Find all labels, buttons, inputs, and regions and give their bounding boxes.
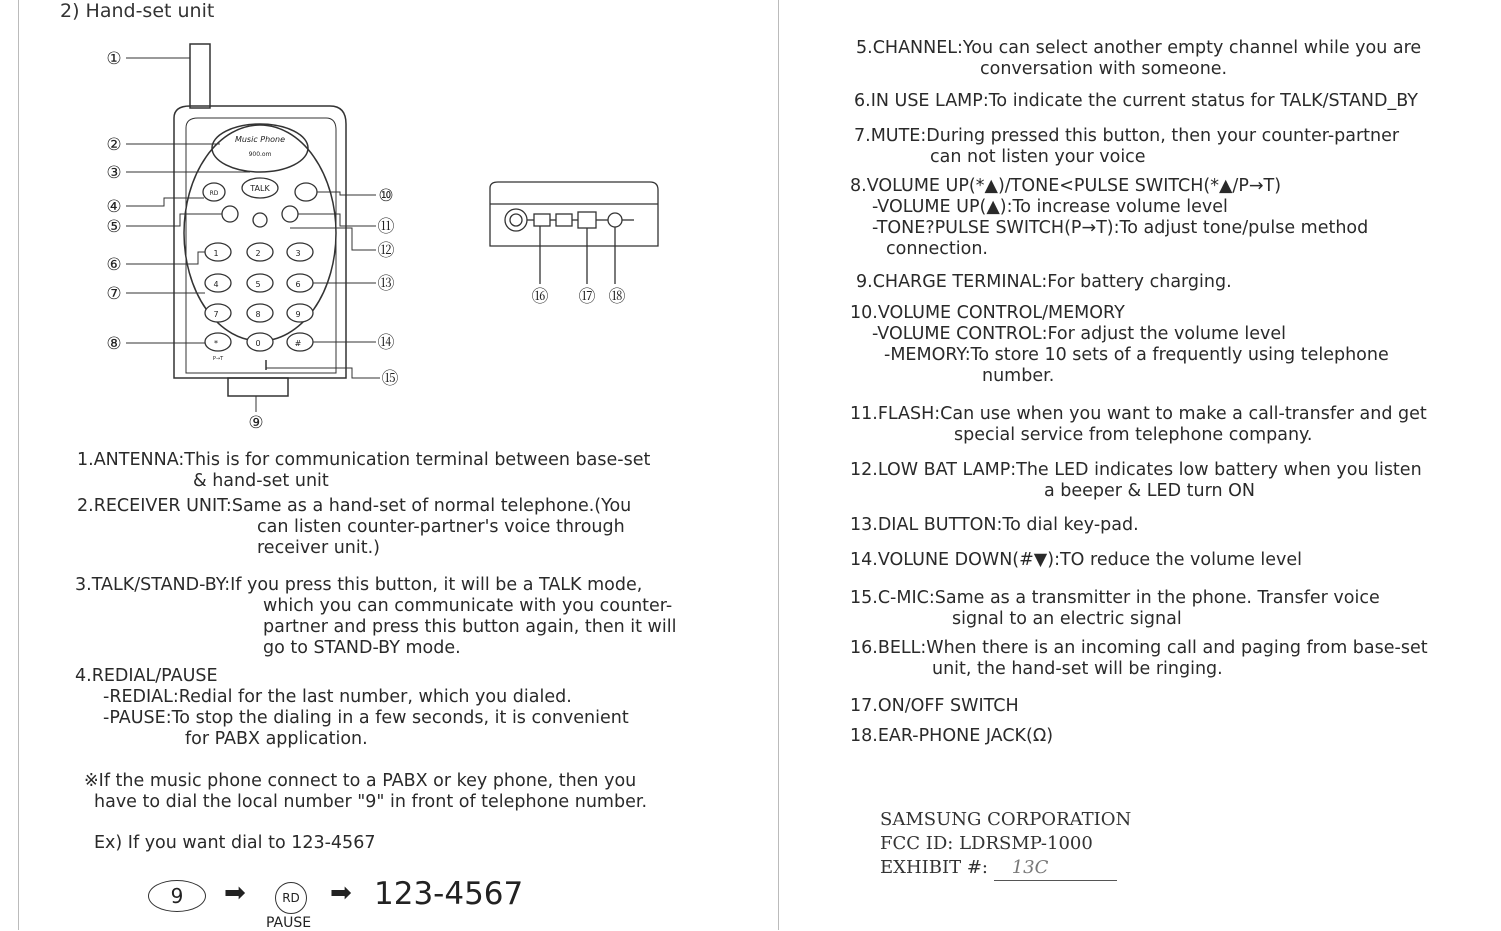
item-7: 7.MUTE:During pressed this button, then your counter-partner can not listen your voice: [854, 126, 1400, 167]
rd-pause-key: RD: [275, 882, 307, 914]
section-title: 2) Hand-set unit: [60, 0, 215, 22]
callout-12: ⑫: [377, 241, 395, 261]
svg-text:TALK: TALK: [250, 184, 270, 193]
item-8: 8.VOLUME UP(*▲)/TONE<PULSE SWITCH(*▲/P→T) -VOLUME UP(▲):To increase volume level -TONE?PULSE SWITCH(P→T):To adjust tone/pulse method connection.: [850, 176, 1369, 259]
svg-text:2: 2: [255, 249, 261, 258]
handset-side-diagram: [484, 180, 664, 310]
arrow-icon: ➡: [224, 878, 246, 908]
example-number: 123-4567: [374, 876, 524, 912]
example-sequence: [148, 876, 528, 930]
item-1: 1.ANTENNA:This is for communication terminal between base-set & hand-set unit: [77, 450, 651, 491]
item-16: 16.BELL:When there is an incoming call and paging from base-set unit, the hand-set will be ringing.: [850, 638, 1428, 679]
svg-text:*: *: [214, 339, 218, 348]
item-3: 3.TALK/STAND-BY:If you press this button, it will be a TALK mode, which you can communicate with you counter- partner and press this button again, then it will go to STAND-BY mode.: [75, 575, 677, 658]
callout-7: ⑦: [106, 284, 122, 304]
callout-18: ⑱: [608, 287, 626, 307]
callout-1: ①: [106, 49, 122, 69]
arrow-icon-2: ➡: [330, 878, 352, 908]
left-margin-line: [18, 0, 19, 930]
item-11: 11.FLASH:Can use when you want to make a call-transfer and get special service from telephone company.: [850, 404, 1427, 445]
item-13: 13.DIAL BUTTON:To dial key-pad.: [850, 515, 1139, 535]
ch-key: [295, 183, 317, 201]
fcc-stamp: [880, 808, 1131, 881]
callout-5: ⑤: [106, 217, 122, 237]
mute-key: [222, 206, 238, 222]
item-4: 4.REDIAL/PAUSE -REDIAL:Redial for the last number, which you dialed. -PAUSE:To stop the dialing in a few seconds, it is convenient for PABX application.: [75, 666, 629, 749]
callout-16: ⑯: [531, 287, 549, 307]
svg-text:#: #: [294, 339, 302, 348]
svg-text:0: 0: [255, 339, 261, 348]
callout-13: ⑬: [377, 274, 395, 294]
callout-15: ⑮: [381, 369, 399, 389]
brand-label: Music Phone: [234, 135, 286, 144]
callout-4: ④: [106, 197, 122, 217]
handset-diagram: [90, 38, 420, 438]
pause-label: PAUSE: [266, 915, 312, 931]
svg-text:RD: RD: [209, 190, 219, 197]
callout-9: ⑨: [248, 413, 264, 433]
svg-text:4: 4: [213, 280, 219, 289]
callout-11: ⑪: [377, 217, 395, 237]
model-label: 900.om: [248, 151, 272, 158]
item-17: 17.ON/OFF SWITCH: [850, 696, 1019, 716]
pabx-note: ※If the music phone connect to a PABX or key phone, then you have to dial the local number "9" in front of telephone number.: [84, 771, 648, 812]
stamp-fcc-id: FCC ID: LDRSMP-1000: [880, 833, 1093, 854]
svg-text:3: 3: [295, 249, 301, 258]
callout-14: ⑭: [377, 333, 395, 353]
stamp-company: SAMSUNG CORPORATION: [880, 809, 1132, 830]
svg-text:7: 7: [213, 310, 219, 319]
exhibit-signature: 13C: [994, 856, 1117, 881]
item-10: 10.VOLUME CONTROL/MEMORY -VOLUME CONTROL:For adjust the volume level -MEMORY:To store 10 sets of a frequently using telephone number.: [850, 303, 1389, 386]
item-18: 18.EAR-PHONE JACK(Ω): [850, 726, 1054, 746]
item-2: 2.RECEIVER UNIT:Same as a hand-set of normal telephone.(You can listen counter-partner's voice through receiver unit.): [77, 496, 632, 558]
key-star: [205, 333, 231, 351]
callout-10: ⑩: [378, 186, 394, 206]
center-divider: [778, 0, 779, 930]
svg-text:5: 5: [255, 280, 261, 289]
callout-8: ⑧: [106, 334, 122, 354]
item-15: 15.C-MIC:Same as a transmitter in the phone. Transfer voice signal to an electric signal: [850, 588, 1380, 629]
example-text: Ex) If you want dial to 123-4567: [94, 833, 376, 853]
svg-text:P→T: P→T: [212, 356, 224, 362]
callout-3: ③: [106, 163, 122, 183]
nine-key: 9: [148, 880, 206, 912]
svg-text:1: 1: [213, 249, 219, 258]
svg-text:8: 8: [255, 310, 261, 319]
callout-6: ⑥: [106, 255, 122, 275]
item-6: 6.IN USE LAMP:To indicate the current status for TALK/STAND_BY: [854, 91, 1418, 111]
flash-key: [282, 206, 298, 222]
mic-hole: [253, 213, 267, 227]
item-5: 5.CHANNEL:You can select another empty channel while you are conversation with someone.: [856, 38, 1422, 79]
item-14: 14.VOLUNE DOWN(#▼):TO reduce the volume level: [850, 550, 1303, 570]
svg-text:6: 6: [295, 280, 301, 289]
stamp-exhibit: EXHIBIT #: 13C: [880, 856, 1131, 881]
item-12: 12.LOW BAT LAMP:The LED indicates low battery when you listen a beeper & LED turn ON: [850, 460, 1422, 501]
item-9: 9.CHARGE TERMINAL:For battery charging.: [856, 272, 1232, 292]
callout-17: ⑰: [578, 287, 596, 307]
callout-2: ②: [106, 135, 122, 155]
svg-text:9: 9: [295, 310, 301, 319]
